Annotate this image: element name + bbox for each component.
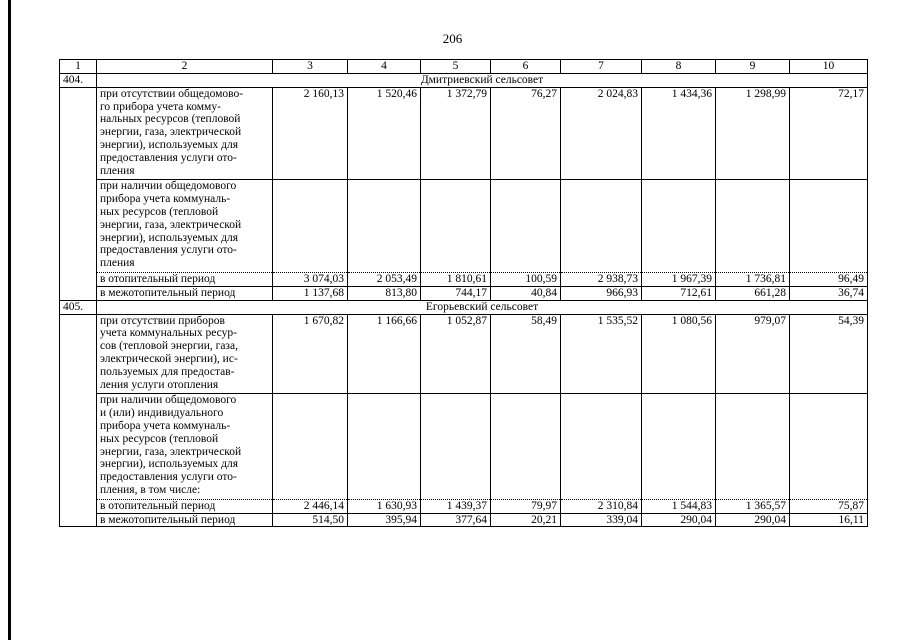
value-cell: 1 736,81 [716, 272, 790, 286]
column-header: 6 [491, 60, 561, 74]
description-line: предоставления услуги ото- [100, 244, 237, 257]
value-cell: 813,80 [348, 286, 421, 300]
row-number-cell [60, 394, 97, 499]
value-cell [790, 394, 868, 499]
value-cell: 36,74 [790, 286, 868, 300]
value-cell [421, 180, 491, 273]
description-line: энергии, газа, электрической [100, 445, 242, 458]
description-line: электрической энергии), ис- [100, 352, 238, 365]
value-cell [421, 394, 491, 499]
row-description [97, 314, 273, 394]
value-cell: 1 544,83 [642, 499, 716, 513]
table-row [60, 314, 868, 394]
value-cell: 1 137,68 [273, 286, 348, 300]
value-cell [642, 180, 716, 273]
value-cell: 40,84 [491, 286, 561, 300]
table-row [60, 87, 868, 180]
value-cell: 514,50 [273, 513, 348, 527]
value-cell: 1 967,39 [642, 272, 716, 286]
row-description [97, 87, 273, 180]
value-cell [348, 180, 421, 273]
value-cell: 712,61 [642, 286, 716, 300]
column-header: 8 [642, 60, 716, 74]
value-cell: 100,59 [491, 272, 561, 286]
description-line: пользуемых для предостав- [100, 365, 235, 378]
column-header: 4 [348, 60, 421, 74]
value-cell [642, 394, 716, 499]
value-cell [561, 394, 642, 499]
description-line: прибора учета коммуналь- [100, 193, 231, 206]
description-line: пления [100, 257, 135, 270]
table-row [60, 499, 868, 513]
description-line: в отопительный период [100, 499, 216, 512]
description-line: при отсутствии общедомово- [100, 87, 244, 100]
row-number-cell [60, 314, 97, 394]
column-header: 10 [790, 60, 868, 74]
description-line: прибора учета коммуналь- [100, 419, 231, 432]
left-margin-bar [8, 0, 11, 640]
row-description [97, 394, 273, 499]
row-number-cell [60, 499, 97, 513]
value-cell: 661,28 [716, 286, 790, 300]
value-cell: 75,87 [790, 499, 868, 513]
description-line: пления [100, 164, 135, 177]
row-description [97, 272, 273, 286]
description-line: энергии), используемых для [100, 231, 239, 244]
page-number: 206 [442, 31, 463, 46]
table-row [60, 286, 868, 300]
description-line: энергии, газа, электрической [100, 218, 242, 231]
row-description [97, 513, 273, 527]
value-cell: 1 670,82 [273, 314, 348, 394]
value-cell [491, 180, 561, 273]
description-line: при наличии общедомового [100, 394, 237, 407]
value-cell: 20,21 [491, 513, 561, 527]
value-cell: 1 439,37 [421, 499, 491, 513]
description-line: при отсутствии приборов [100, 314, 225, 327]
row-number-cell [60, 272, 97, 286]
value-cell [716, 180, 790, 273]
description-line: при наличии общедомового [100, 180, 237, 193]
value-cell: 76,27 [491, 87, 561, 180]
tariff-table [59, 59, 868, 527]
value-cell: 1 372,79 [421, 87, 491, 180]
description-line: и (или) индивидуального [100, 407, 224, 420]
value-cell: 1 365,57 [716, 499, 790, 513]
section-row [60, 73, 868, 87]
column-header: 7 [561, 60, 642, 74]
value-cell: 1 535,52 [561, 314, 642, 394]
value-cell [561, 180, 642, 273]
section-row [60, 300, 868, 314]
description-line: в отопительный период [100, 272, 216, 285]
value-cell: 1 080,56 [642, 314, 716, 394]
row-description [97, 180, 273, 273]
column-header: 9 [716, 60, 790, 74]
value-cell: 2 446,14 [273, 499, 348, 513]
value-cell: 395,94 [348, 513, 421, 527]
description-line: пления, в том числе: [100, 483, 201, 496]
value-cell [273, 180, 348, 273]
description-line: энергии, газа, электрической [100, 126, 242, 139]
value-cell: 1 630,93 [348, 499, 421, 513]
column-header-row [60, 60, 868, 74]
value-cell: 1 166,66 [348, 314, 421, 394]
table-row [60, 394, 868, 499]
value-cell: 79,97 [491, 499, 561, 513]
table-row [60, 272, 868, 286]
value-cell: 290,04 [642, 513, 716, 527]
description-line: в межотопительный период [100, 286, 236, 299]
description-line: нальных ресурсов (тепловой [100, 113, 241, 126]
value-cell: 966,93 [561, 286, 642, 300]
table-row [60, 180, 868, 273]
value-cell: 2 053,49 [348, 272, 421, 286]
description-line: энергии), используемых для [100, 458, 239, 471]
description-line: ления услуги отопления [100, 378, 219, 391]
table-row [60, 513, 868, 527]
value-cell: 72,17 [790, 87, 868, 180]
column-header: 3 [273, 60, 348, 74]
value-cell: 58,49 [491, 314, 561, 394]
description-line: го прибора учета комму- [100, 100, 221, 113]
section-name: Егорьевский сельсовет [97, 300, 868, 314]
value-cell: 2 024,83 [561, 87, 642, 180]
value-cell: 96,49 [790, 272, 868, 286]
value-cell: 16,11 [790, 513, 868, 527]
description-line: в межотопительный период [100, 513, 236, 526]
row-number-cell [60, 513, 97, 527]
description-line: ных ресурсов (тепловой [100, 205, 219, 218]
section-name: Дмитриевский сельсовет [97, 73, 868, 87]
description-line: энергии), используемых для [100, 138, 239, 151]
value-cell: 1 434,36 [642, 87, 716, 180]
row-description [97, 499, 273, 513]
description-line: сов (тепловой энергии, газа, [100, 340, 238, 353]
value-cell: 2 310,84 [561, 499, 642, 513]
description-line: предоставления услуги ото- [100, 151, 237, 164]
column-header: 1 [60, 60, 97, 74]
row-number-cell [60, 286, 97, 300]
row-number-cell [60, 87, 97, 180]
description-line: предоставления услуги ото- [100, 471, 237, 484]
value-cell: 339,04 [561, 513, 642, 527]
value-cell [491, 394, 561, 499]
value-cell: 744,17 [421, 286, 491, 300]
column-header: 5 [421, 60, 491, 74]
value-cell [790, 180, 868, 273]
value-cell: 1 520,46 [348, 87, 421, 180]
value-cell: 2 160,13 [273, 87, 348, 180]
value-cell: 54,39 [790, 314, 868, 394]
description-line: учета коммунальных ресур- [100, 327, 237, 340]
row-description [97, 286, 273, 300]
value-cell: 979,07 [716, 314, 790, 394]
value-cell [716, 394, 790, 499]
value-cell [348, 394, 421, 499]
value-cell: 2 938,73 [561, 272, 642, 286]
column-header: 2 [97, 60, 273, 74]
value-cell: 290,04 [716, 513, 790, 527]
section-number: 404. [60, 73, 97, 87]
value-cell: 1 810,61 [421, 272, 491, 286]
section-number: 405. [60, 300, 97, 314]
value-cell: 1 298,99 [716, 87, 790, 180]
row-number-cell [60, 180, 97, 273]
value-cell: 377,64 [421, 513, 491, 527]
value-cell [273, 394, 348, 499]
value-cell: 1 052,87 [421, 314, 491, 394]
description-line: ных ресурсов (тепловой [100, 432, 219, 445]
value-cell: 3 074,03 [273, 272, 348, 286]
